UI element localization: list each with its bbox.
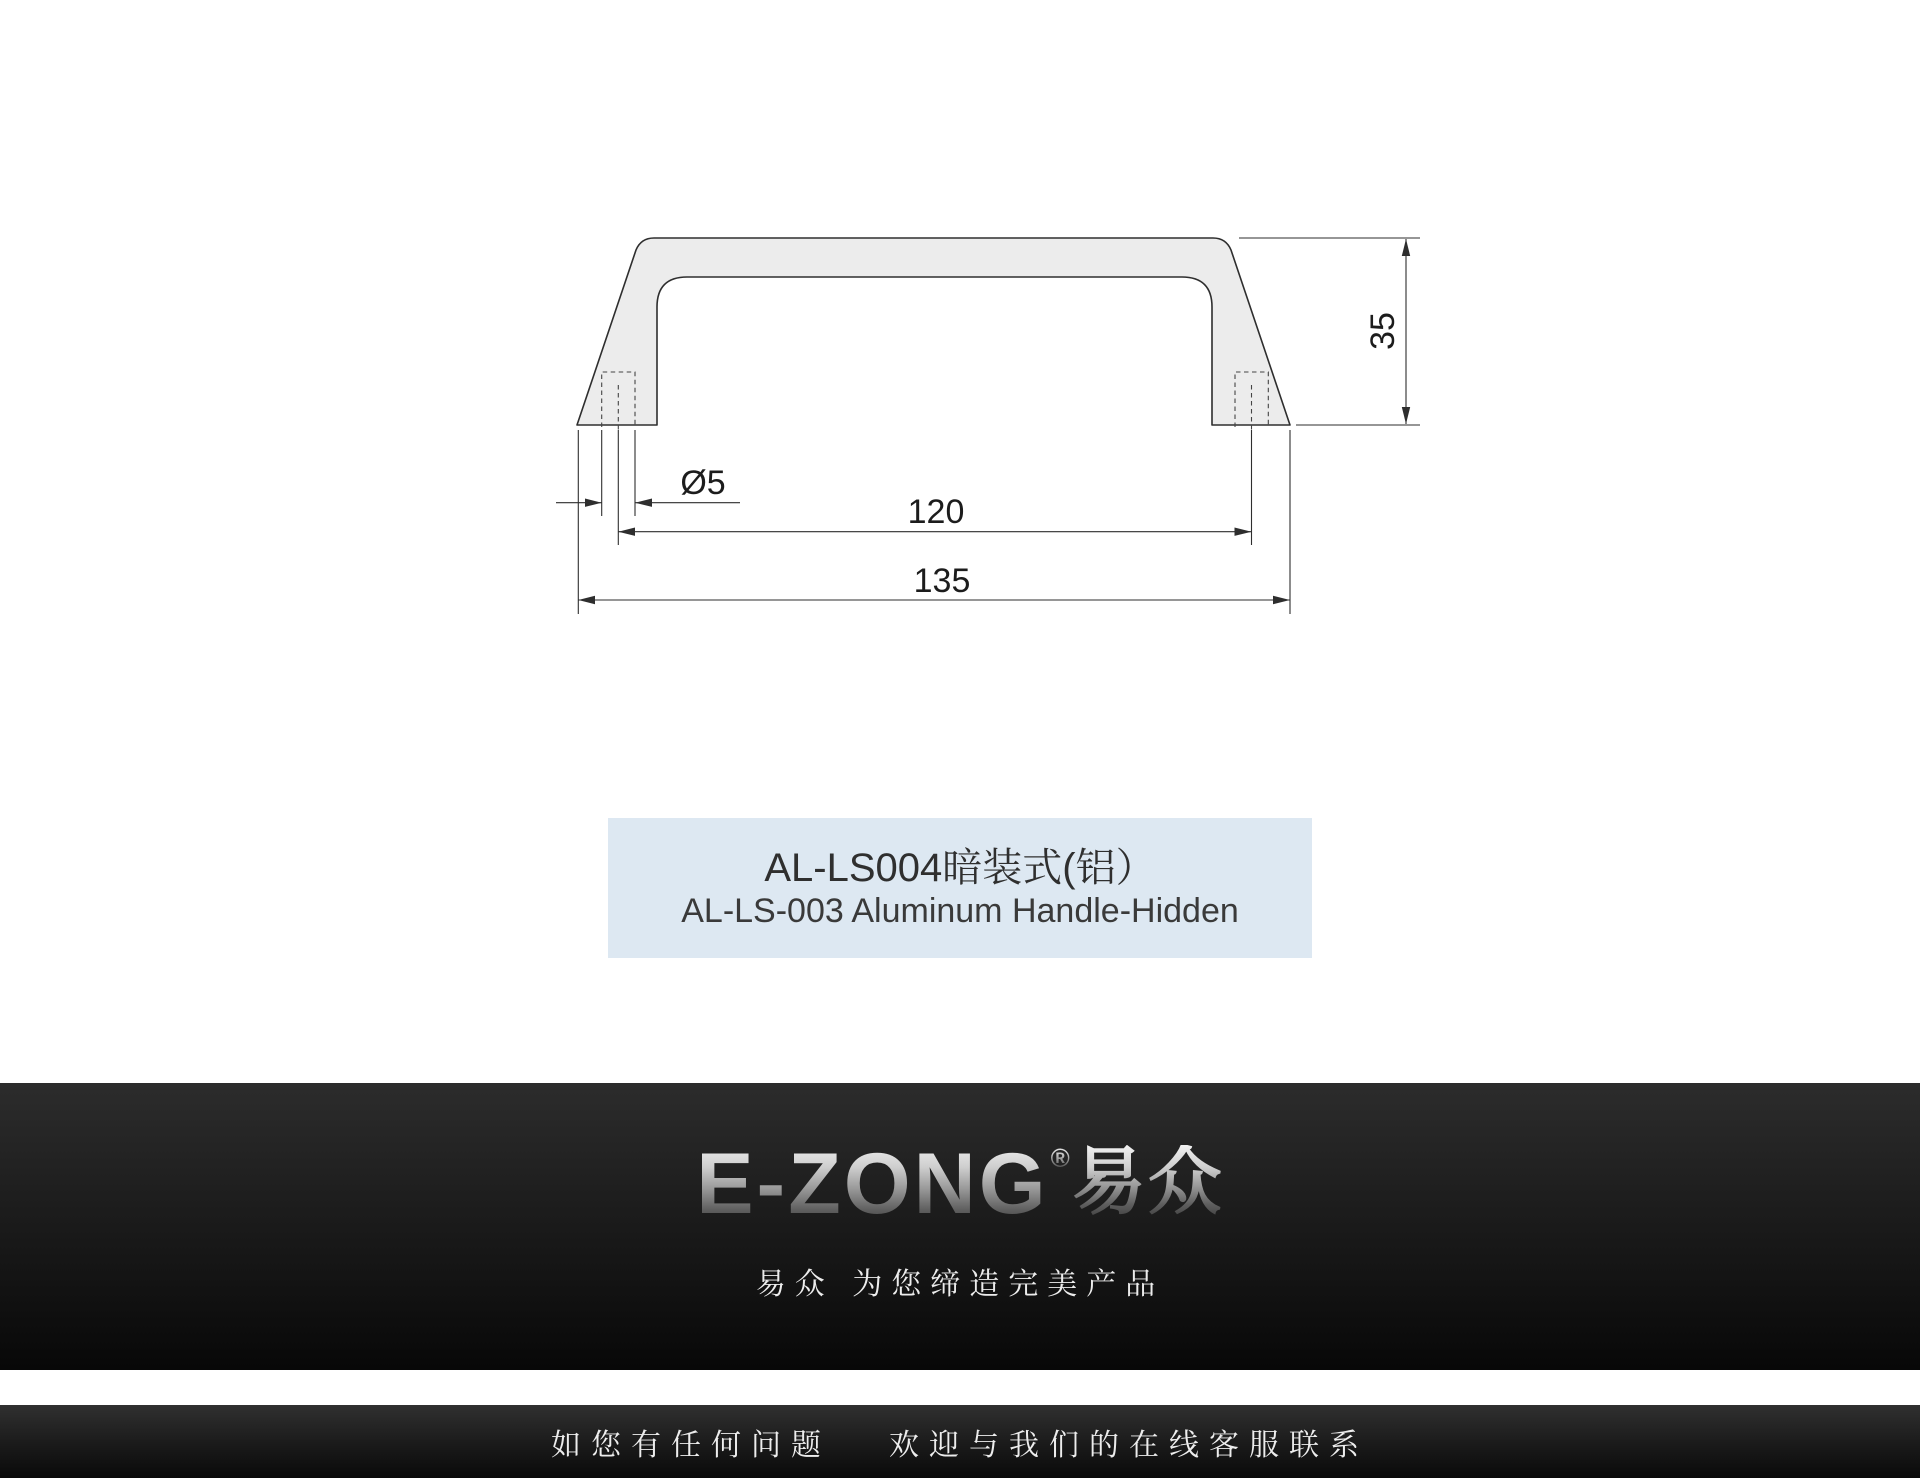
footer-brand-band bbox=[0, 1083, 1920, 1370]
brand-logo-wordmark: E-ZONG bbox=[696, 1136, 1049, 1232]
dimension-hole-diameter bbox=[556, 464, 740, 507]
dim-label-hole-spacing: 120 bbox=[907, 493, 965, 531]
contact-message bbox=[551, 1420, 1369, 1464]
contact-message-left: 如您有任何问题 bbox=[551, 1427, 831, 1463]
dim-label-hole-diameter: Ø5 bbox=[680, 464, 726, 502]
extension-lines bbox=[578, 238, 1420, 614]
product-label-box bbox=[608, 818, 1312, 958]
product-title-cn: AL-LS004暗装式(铝） bbox=[764, 846, 1156, 890]
footer-contact-band bbox=[0, 1405, 1920, 1478]
brand-tagline: 易众 为您缔造完美产品 bbox=[755, 1267, 1165, 1302]
brand-logo-chinese: 易众 bbox=[1071, 1140, 1224, 1223]
dim-label-overall-length: 135 bbox=[913, 562, 971, 600]
contact-message-right: 欢迎与我们的在线客服联系 bbox=[889, 1427, 1369, 1463]
product-title-en: AL-LS-003 Aluminum Handle-Hidden bbox=[681, 892, 1239, 930]
handle-outline bbox=[577, 238, 1290, 425]
dimension-height bbox=[1364, 239, 1410, 424]
brand-logo bbox=[696, 1136, 1224, 1232]
registered-trademark-icon: ® bbox=[1050, 1143, 1070, 1173]
dim-label-height: 35 bbox=[1364, 312, 1402, 350]
dimension-overall-length bbox=[578, 562, 1290, 604]
